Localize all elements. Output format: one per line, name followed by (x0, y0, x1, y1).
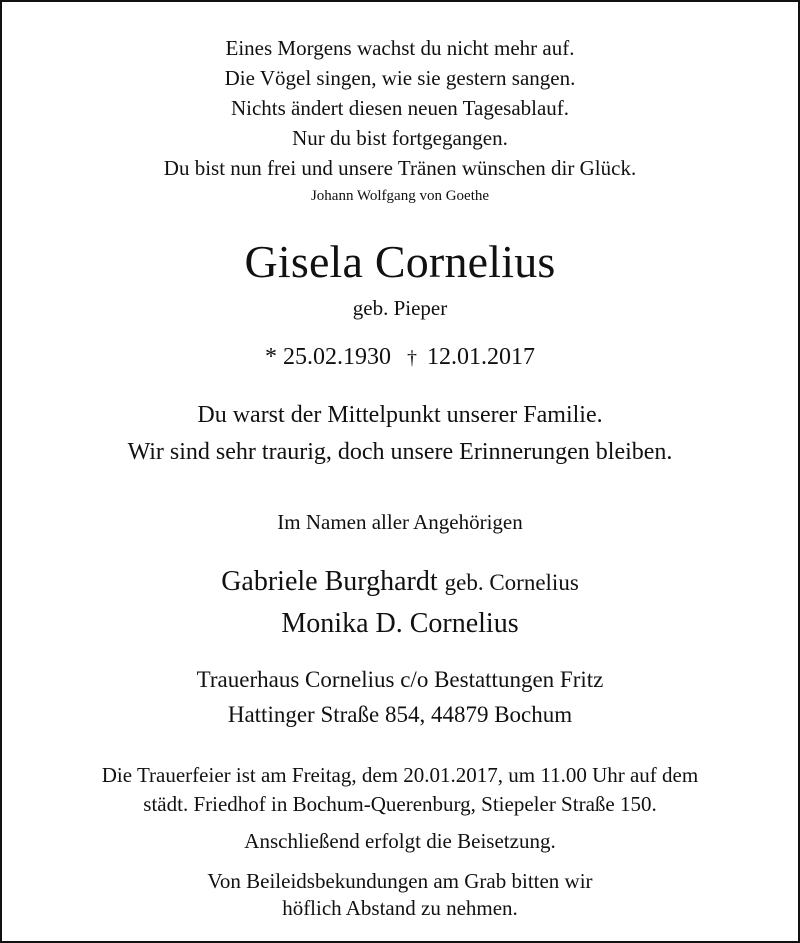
signer-1 (2, 568, 798, 596)
ceremony-line-2: städt. Friedhof in Bochum-Querenburg, Stiepeler Straße 150. (143, 792, 657, 816)
address-line-1: Trauerhaus Cornelius c/o Bestattungen Fritz (196, 667, 604, 692)
deceased-birth-name: geb. Pieper (352, 296, 448, 320)
poem-line-5: Du bist nun frei und unsere Tränen wünschen dir Glück. (163, 156, 637, 180)
life-dates (2, 345, 798, 369)
poem-line-2: Die Vögel singen, wie sie gestern sangen. (224, 66, 576, 90)
cross-icon: † (407, 347, 417, 369)
condolence-request-line-2: höflich Abstand zu nehmen. (282, 896, 518, 920)
tribute-line-1: Du warst der Mittelpunkt unserer Familie. (197, 402, 603, 428)
death-date: 12.01.2017 (427, 344, 535, 370)
poem-line-4: Nur du bist fortgegangen. (292, 126, 508, 150)
mourners-intro: Im Namen aller Angehörigen (277, 510, 523, 534)
birth-date: * 25.02.1930 (265, 344, 391, 370)
deceased-name: Gisela Cornelius (244, 236, 556, 287)
burial-notice: Anschließend erfolgt die Beisetzung. (244, 829, 556, 853)
poem-line-3: Nichts ändert diesen neuen Tagesablauf. (230, 96, 570, 120)
ceremony-line-1: Die Trauerfeier ist am Freitag, dem 20.01.2017, um 11.00 Uhr auf dem (101, 763, 699, 787)
poem-author: Johann Wolfgang von Goethe (310, 188, 490, 204)
address-line-2: Hattinger Straße 854, 44879 Bochum (227, 702, 573, 727)
signer-1-name: Gabriele Burghardt (221, 566, 438, 597)
condolence-request-line-1: Von Beileidsbekundungen am Grab bitten wir (207, 869, 593, 893)
poem-line-1: Eines Morgens wachst du nicht mehr auf. (225, 36, 575, 60)
signer-2 (2, 610, 798, 638)
signer-2-name: Monika D. Cornelius (281, 608, 519, 639)
tribute-line-2: Wir sind sehr traurig, doch unsere Erinnerungen bleiben. (127, 439, 673, 465)
signer-1-birth-name: geb. Cornelius (444, 570, 579, 595)
